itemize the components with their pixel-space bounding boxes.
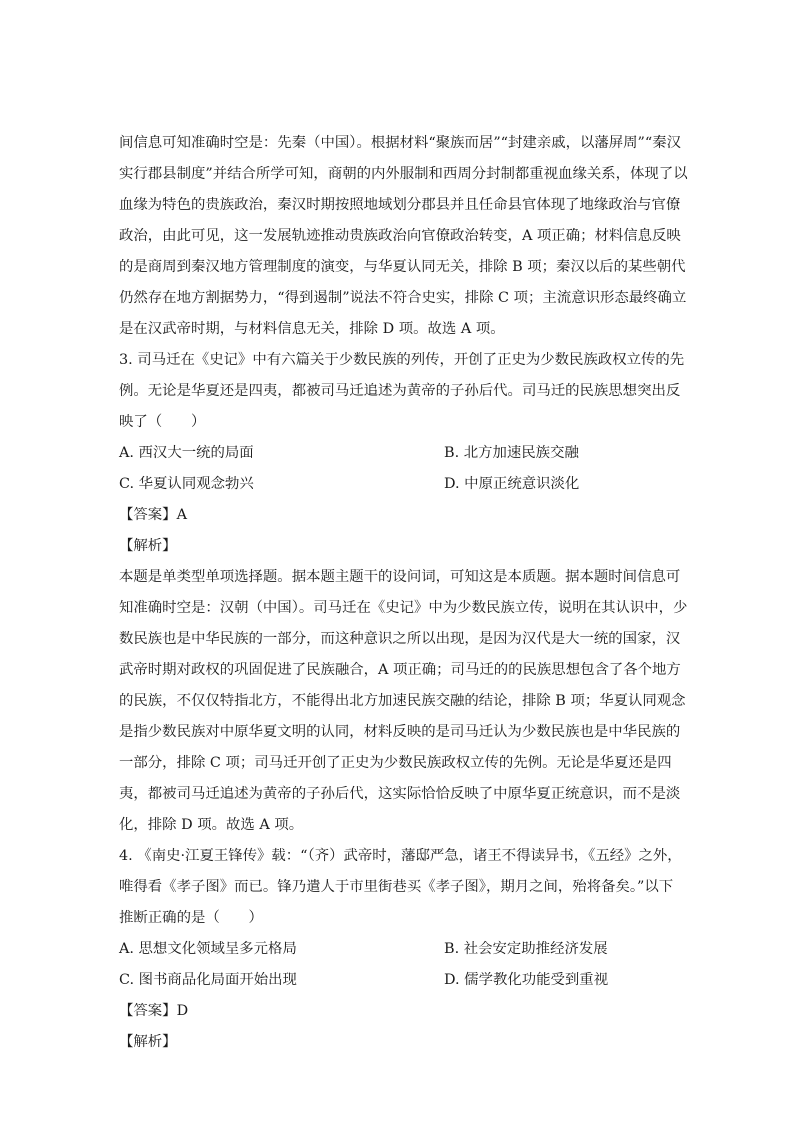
paragraph-line: 是在汉武帝时期，与材料信息无关，排除 D 项。故选 A 项。 bbox=[119, 321, 505, 337]
paragraph-line: 实行郡县制度”并结合所学可知，商朝的内外服制和西周分封制都重视血缘关系，体现了以 bbox=[119, 166, 688, 182]
question-3-analysis-line: 夷，都被司马迁追述为黄帝的子孙后代，这实际恰恰反映了中原华夏正统意识，而不是淡 bbox=[119, 786, 681, 802]
paragraph-line: 间信息可知准确时空是：先秦（中国）。根据材料“聚族而居”“封建亲戚，以藩屏周”“秦汉 bbox=[119, 135, 682, 151]
paragraph-line: 血缘为特色的贵族政治，秦汉时期按照地域划分郡县并且任命县官体现了地缘政治与官僚 bbox=[119, 197, 681, 213]
question-3-analysis-line: 知准确时空是：汉朝（中国）。司马迁在《史记》中为少数民族立传，说明在其认识中，少 bbox=[119, 600, 688, 616]
question-4-option-c: C. 图书商品化局面开始出现 bbox=[119, 972, 297, 988]
question-4-stem: 推断正确的是（ ） bbox=[119, 910, 263, 926]
question-3-answer: 【答案】A bbox=[119, 507, 187, 523]
question-3-analysis-line: 化，排除 D 项。故选 A 项。 bbox=[119, 817, 304, 833]
question-3-option-c: C. 华夏认同观念勃兴 bbox=[119, 476, 254, 492]
question-3-option-b: B. 北方加速民族交融 bbox=[444, 445, 579, 461]
paragraph-line: 政治，由此可见，这一发展轨迹推动贵族政治向官僚政治转变，A 项正确；材料信息反映 bbox=[119, 228, 681, 244]
question-3-analysis-line: 的民族，不仅仅特指北方，不能得出北方加速民族交融的结论，排除 B 项；华夏认同观念 bbox=[119, 693, 686, 709]
question-4-option-b: B. 社会安定助推经济发展 bbox=[444, 941, 608, 957]
question-4-option-d: D. 儒学教化功能受到重视 bbox=[444, 972, 609, 988]
question-3-analysis-line: 本题是单类型单项选择题。据本题主题干的设问词，可知这是本质题。据本题时间信息可 bbox=[119, 569, 681, 585]
question-3-option-d: D. 中原正统意识淡化 bbox=[444, 476, 580, 492]
question-3-option-a: A. 西汉大一统的局面 bbox=[119, 445, 254, 461]
question-3-stem: 映了（ ） bbox=[119, 414, 206, 430]
question-3-analysis-line: 是指少数民族对中原华夏文明的认同，材料反映的是司马迁认为少数民族也是中华民族的 bbox=[119, 724, 681, 740]
question-4-option-a: A. 思想文化领域呈多元格局 bbox=[119, 941, 297, 957]
question-4-stem: 4. 《南史·江夏王锋传》载：“（齐）武帝时，藩邸严急，诸王不得读异书，《五经》之外， bbox=[119, 848, 682, 864]
question-3-stem: 3. 司马迁在《史记》中有六篇关于少数民族的列传，开创了正史为少数民族政权立传的先 bbox=[119, 352, 685, 368]
question-3-analysis-label: 【解析】 bbox=[119, 538, 177, 554]
question-4-stem: 唯得看《孝子图》而已。锋乃遣人于市里街巷买《孝子图》，期月之间，殆将备矣。”以下 bbox=[119, 879, 674, 895]
paragraph-line: 仍然存在地方割据势力，“得到遏制”说法不符合史实，排除 C 项；主流意识形态最终确立 bbox=[119, 290, 687, 306]
question-3-analysis-line: 数民族也是中华民族的一部分，而这种意识之所以出现，是因为汉代是大一统的国家，汉 bbox=[119, 631, 681, 647]
question-4-answer: 【答案】D bbox=[119, 1003, 189, 1019]
question-4-analysis-label: 【解析】 bbox=[119, 1034, 177, 1050]
question-3-stem: 例。无论是华夏还是四夷，都被司马迁追述为黄帝的子孙后代。司马迁的民族思想突出反 bbox=[119, 383, 681, 399]
question-3-analysis-line: 一部分，排除 C 项；司马迁开创了正史为少数民族政权立传的先例。无论是华夏还是四 bbox=[119, 755, 672, 771]
question-3-analysis-line: 武帝时期对政权的巩固促进了民族融合，A 项正确；司马迁的的民族思想包含了各个地方 bbox=[119, 662, 681, 678]
paragraph-line: 的是商周到秦汉地方管理制度的演变，与华夏认同无关，排除 B 项；秦汉以后的某些朝代 bbox=[119, 259, 686, 275]
